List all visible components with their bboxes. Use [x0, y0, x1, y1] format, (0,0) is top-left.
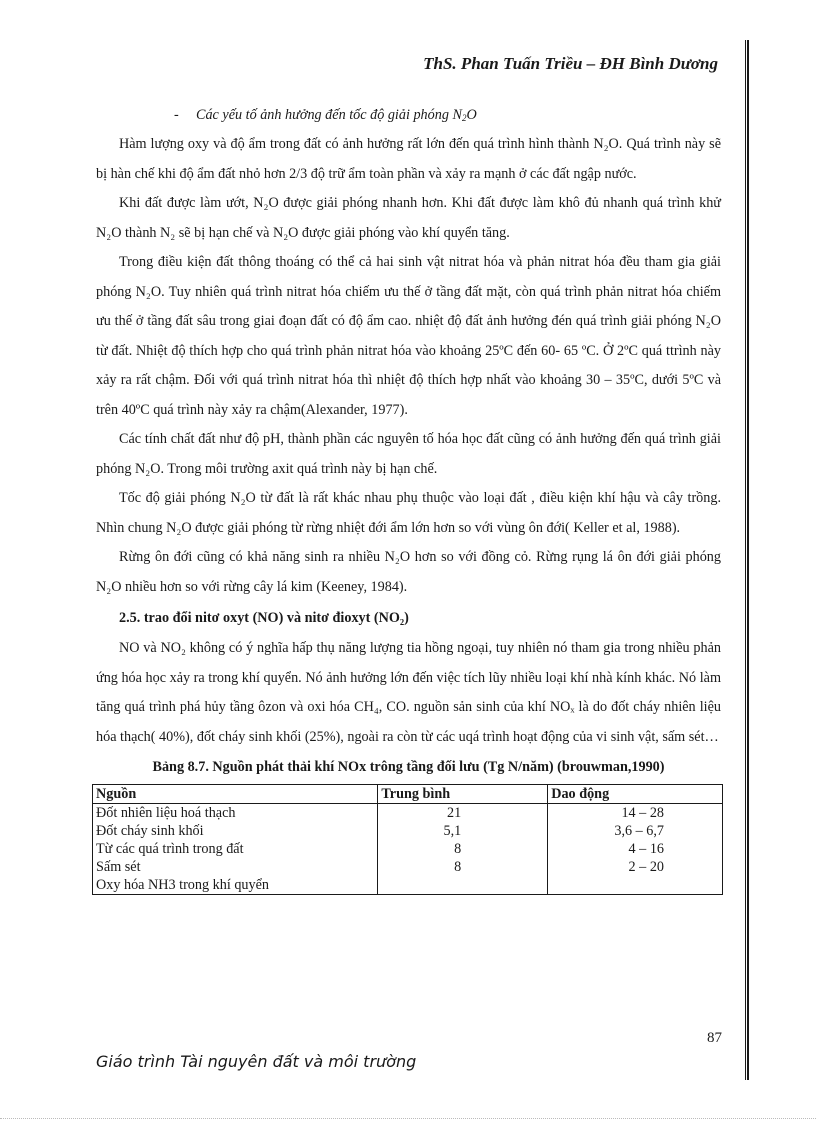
table-header-row	[93, 785, 723, 804]
emissions-table	[92, 784, 723, 895]
paragraph-1: Hàm lượng oxy và độ ẩm trong đất có ảnh hưởng rất lớn đến quá trình hình thành N₂O. Quá trình này sẽ bị hàn chế khi độ ẩm đất nhỏ hơn 2/3 độ trữ ẩm toàn phần và xảy ra mạnh ở các đất ngập nước.	[96, 136, 721, 182]
paragraph-5: Tốc độ giải phóng N₂O từ đất là rất khác nhau phụ thuộc vào loại đất , điều kiện khí hậu và cây trồng. Nhìn chung N₂O được giải phóng từ rừng nhiệt đới ẩm lớn hơn so với vùng ôn đới( Keller et al, 1988).	[96, 490, 721, 536]
table-caption: Bảng 8.7. Nguồn phát thải khí NOx trông tầng đối lưu (Tg N/năm) (brouwman,1990)	[152, 759, 665, 775]
paragraph-6: Rừng ôn đới cũng có khả năng sinh ra nhiều N₂O hơn so với đồng cỏ. Rừng rụng lá ôn đới giải phóng N₂O nhiều hơn so với rừng cây lá kim (Keeney, 1984).	[96, 549, 721, 595]
cell-source: Đốt cháy sinh khối	[93, 822, 378, 840]
page-body	[96, 101, 721, 895]
cell-source: Oxy hóa NH3 trong khí quyển	[93, 876, 378, 895]
section-heading: 2.5. trao đổi nitơ oxyt (NO) và nitơ đioxyt (NO₂)	[119, 610, 409, 626]
cell-average: 21	[378, 804, 548, 823]
col-header-source: Nguồn	[93, 785, 378, 804]
cell-average: 8	[378, 858, 548, 876]
col-header-average: Trung bình	[378, 785, 548, 804]
paragraph-3: Trong điều kiện đất thông thoáng có thể cả hai sinh vật nitrat hóa và phản nitrat hóa đều tham gia giải phóng N₂O. Tuy nhiên quá trình nitrat hóa chiếm ưu thế ở tầng đất mặt, còn quá trình phản nitrat hóa chiếm ưu thế ở tầng đất sâu trong giai đoạn đất có độ ẩm cao. nhiệt độ đất ảnh hưởng đén quá trình giải phóng N₂O từ đất. Nhiệt độ thích hợp cho quá trình phản nitrat hóa vào khoảng 25ºC đến 60- 65 ºC. Ở 2ºC quá ttrình này xảy ra rất chậm. Đối với quá trình nitrat hóa thì nhiệt độ thích hợp nhất vào khoảng 30 – 35ºC, dưới 5ºC và trên 40ºC quá trình này xảy ra chậm(Alexander, 1977).	[96, 254, 721, 418]
cell-range: 2 – 20	[548, 858, 723, 876]
table-row	[93, 858, 723, 876]
bullet-subscript: 2	[461, 113, 467, 123]
cell-source: Đốt nhiên liệu hoá thạch	[93, 804, 378, 823]
cell-range: 14 – 28	[548, 804, 723, 823]
bullet-dash: -	[174, 107, 179, 123]
table-row	[93, 804, 723, 823]
cell-range	[548, 876, 723, 895]
running-header: ThS. Phan Tuấn Triều – ĐH Bình Dương	[423, 54, 718, 73]
page-bottom-dots	[0, 1118, 816, 1121]
paragraph-7: NO và NO₂ không có ý nghĩa hấp thụ năng lượng tia hồng ngoại, tuy nhiên nó tham gia trong nhiều phản ứng hóa học xảy ra trong khí quyển. Nó ảnh hưởng lớn đến việc tích lũy nhiều loại khí nhà kính khác. Nó làm tăng quá trình phá hủy tầng ôzon và oxi hóa CH₄, CO. nguồn sản sinh của khí NOₓ là do đốt cháy nhiên liệu hóa thạch( 40%), đốt cháy sinh khối (25%), ngoài ra còn từ các uqá trình hoạt động của vi sinh vật, sấm sét…	[96, 640, 721, 745]
subsection-bullet	[174, 101, 721, 130]
running-footer: Giáo trình Tài nguyên đất và môi trường	[96, 1052, 417, 1071]
table-row	[93, 822, 723, 840]
bullet-text: Các yếu tố ảnh hưởng đến tốc độ giải phóng N	[196, 107, 462, 123]
paragraph-2: Khi đất được làm ướt, N₂O được giải phóng nhanh hơn. Khi đất được làm khô đủ nhanh quá trình khử N₂O thành N₂ sẽ bị hạn chế và N₂O được giải phóng vào khí quyển tăng.	[96, 195, 721, 241]
page-border-thin	[745, 40, 746, 1080]
col-header-range: Dao động	[548, 785, 723, 804]
page-number: 87	[707, 1030, 722, 1046]
cell-source: Sấm sét	[93, 858, 378, 876]
cell-average: 8	[378, 840, 548, 858]
page-border-thick	[747, 40, 749, 1080]
cell-range: 3,6 – 6,7	[548, 822, 723, 840]
cell-average: 5,1	[378, 822, 548, 840]
bullet-text-end: O	[466, 107, 477, 123]
table-row	[93, 840, 723, 858]
table-row	[93, 876, 723, 895]
cell-average	[378, 876, 548, 895]
cell-source: Từ các quá trình trong đất	[93, 840, 378, 858]
cell-range: 4 – 16	[548, 840, 723, 858]
paragraph-4: Các tính chất đất như độ pH, thành phần các nguyên tố hóa học đất cũng có ảnh hưởng đến quá trình giải phóng N₂O. Trong môi trường axit quá trình này bị hạn chế.	[96, 431, 721, 477]
